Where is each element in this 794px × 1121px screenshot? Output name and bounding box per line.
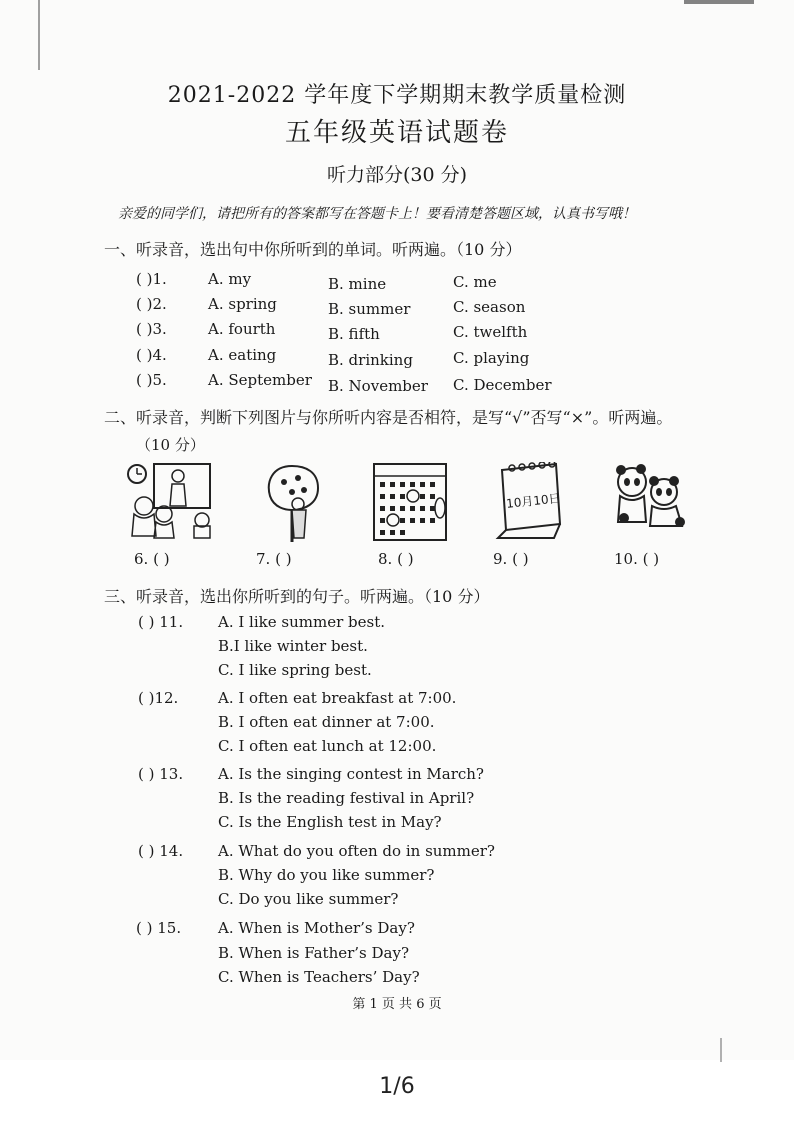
- option-a: A. eating: [208, 346, 277, 364]
- option-c: C. When is Teachers’ Day?: [218, 968, 420, 986]
- option-c: C. I like spring best.: [218, 661, 372, 679]
- question-number: ( ) 13.: [138, 765, 184, 783]
- calendar-picture: [372, 462, 448, 542]
- option-a: A. fourth: [208, 320, 276, 338]
- option-c: C. season: [453, 298, 526, 316]
- option-b: B. When is Father’s Day?: [218, 944, 409, 962]
- question-number: ( )1.: [136, 270, 167, 288]
- exam-title: 2021-2022 学年度下学期期末教学质量检测: [167, 83, 627, 108]
- question-number: ( )3.: [136, 320, 167, 338]
- option-a: A. I like summer best.: [218, 613, 385, 631]
- picture-label: 9. ( ): [493, 550, 529, 568]
- option-b: B. I often eat dinner at 7:00.: [218, 713, 435, 731]
- question-number: ( ) 14.: [138, 842, 184, 860]
- question-number: ( ) 11.: [138, 613, 184, 631]
- option-a: A. September: [208, 371, 312, 389]
- scan-corner-mark: [684, 0, 754, 4]
- option-b: B. Why do you like summer?: [218, 866, 435, 884]
- option-c: C. I often eat lunch at 12:00.: [218, 737, 437, 755]
- option-a: A. Is the singing contest in March?: [218, 765, 484, 783]
- option-c: C. playing: [453, 349, 530, 367]
- option-b: B. mine: [328, 275, 387, 293]
- section1-heading: 一、听录音，选出句中你所听到的单词。听两遍。（10 分）: [104, 240, 522, 259]
- student-notice: 亲爱的同学们，请把所有的答案都写在答题卡上！要看清楚答题区域，认真书写哦！: [118, 206, 636, 222]
- option-a: A. I often eat breakfast at 7:00.: [218, 689, 457, 707]
- section3-heading: 三、听录音，选出你所听到的句子。听两遍。（10 分）: [104, 587, 490, 606]
- option-c: C. Do you like summer?: [218, 890, 399, 908]
- section2-points: （10 分）: [136, 436, 205, 454]
- option-a: A. my: [208, 270, 252, 288]
- page-indicator: 1/6: [379, 1074, 415, 1099]
- option-b: B. fifth: [328, 325, 380, 343]
- scan-edge-mark: [38, 0, 40, 70]
- option-c: C. me: [453, 273, 497, 291]
- option-c: C. December: [453, 376, 552, 394]
- question-number: ( )5.: [136, 371, 167, 389]
- picture-label: 8. ( ): [378, 550, 414, 568]
- scan-corner-artifact: [720, 1038, 742, 1062]
- picture-label: 10. ( ): [614, 550, 660, 568]
- option-c: C. Is the English test in May?: [218, 813, 442, 831]
- option-b: B. summer: [328, 300, 411, 318]
- classroom-clock-picture: [126, 462, 214, 540]
- picture-label: 6. ( ): [134, 550, 170, 568]
- option-a: A. spring: [208, 295, 277, 313]
- listening-section-title: 听力部分(30 分): [326, 164, 468, 186]
- option-b: B. drinking: [328, 351, 413, 369]
- tree-person-picture: [262, 462, 324, 544]
- option-a: A. When is Mother’s Day?: [218, 919, 415, 937]
- option-a: A. What do you often do in summer?: [218, 842, 495, 860]
- option-b: B. Is the reading festival in April?: [218, 789, 475, 807]
- question-number: ( )2.: [136, 295, 167, 313]
- option-b: B. November: [328, 377, 428, 395]
- page-footer: 第 1 页 共 6 页: [352, 997, 442, 1012]
- section2-heading: 二、听录音，判断下列图片与你所听内容是否相符，是写“√”否写“×”。听两遍。: [104, 408, 673, 427]
- option-b: B.I like winter best.: [218, 637, 368, 655]
- question-number: ( ) 15.: [136, 919, 182, 937]
- question-number: ( )4.: [136, 346, 167, 364]
- pandas-picture: [612, 462, 690, 530]
- option-c: C. twelfth: [453, 323, 528, 341]
- exam-subtitle: 五年级英语试题卷: [284, 118, 509, 148]
- question-number: ( )12.: [138, 689, 179, 707]
- desk-calendar-date: 10月10日: [505, 491, 562, 511]
- picture-label: 7. ( ): [256, 550, 292, 568]
